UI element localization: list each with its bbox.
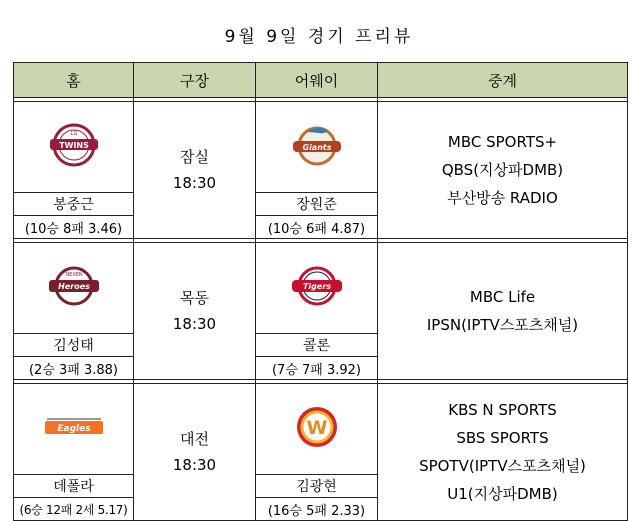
schedule-table <box>13 62 628 521</box>
lg-twins-logo <box>44 122 104 172</box>
game-row <box>14 102 628 193</box>
svg-text:Tigers: Tigers <box>302 282 331 291</box>
kia-tigers-logo <box>286 263 348 313</box>
broadcast-channel: KBS N SPORTS <box>448 401 557 419</box>
broadcast-channel: QBS(지상파DMB) <box>441 161 564 179</box>
broadcast-channel: 부산방송 RADIO <box>447 189 558 207</box>
nexen-heroes-logo <box>43 263 105 313</box>
broadcast-cell <box>378 102 628 239</box>
broadcast-channel: SBS SPORTS <box>456 429 549 447</box>
home-logo-cell <box>14 102 134 193</box>
away-pitcher: 콜론 <box>256 334 378 357</box>
broadcast-channel: SPOTV(IPTV스포츠채널) <box>419 457 586 475</box>
home-pitcher: 봉중근 <box>14 193 134 216</box>
svg-text:LG: LG <box>70 131 77 137</box>
broadcast-channel: IPSN(IPTV스포츠채널) <box>426 316 579 334</box>
home-pitcher: 데폴라 <box>14 475 134 498</box>
page-title: 9월 9일 경기 프리뷰 <box>224 27 414 47</box>
venue-name: 대전 <box>180 430 209 448</box>
svg-text:TWINS: TWINS <box>58 141 89 150</box>
home-logo-cell <box>14 243 134 334</box>
svg-text:Giants: Giants <box>302 143 331 152</box>
away-pitcher: 장원준 <box>256 193 378 216</box>
venue-cell <box>134 384 256 521</box>
broadcast-channel: U1(지상파DMB) <box>447 485 558 503</box>
header-row <box>14 63 628 98</box>
home-record: (2승 3패 3.88) <box>14 357 134 380</box>
header-broadcast: 중계 <box>378 63 628 98</box>
away-record: (10승 6패 4.87) <box>256 216 378 239</box>
header-venue: 구장 <box>134 63 256 98</box>
header-away: 어웨이 <box>256 63 378 98</box>
header-home: 홈 <box>14 63 134 98</box>
home-pitcher: 김성태 <box>14 334 134 357</box>
svg-text:W: W <box>306 417 327 439</box>
game-row <box>14 384 628 475</box>
broadcast-channel: MBC SPORTS+ <box>447 133 558 151</box>
venue-cell <box>134 243 256 380</box>
svg-text:Heroes: Heroes <box>57 282 90 291</box>
away-logo-cell <box>256 102 378 193</box>
away-record: (16승 5패 2.33) <box>256 498 378 521</box>
away-logo-cell <box>256 243 378 334</box>
venue-name: 목동 <box>180 289 209 307</box>
game-time: 18:30 <box>172 315 217 333</box>
ncsoft-w-logo <box>293 403 341 455</box>
venue-name: 잠실 <box>180 148 209 166</box>
away-pitcher: 김광현 <box>256 475 378 498</box>
venue-cell <box>134 102 256 239</box>
home-logo-cell <box>14 384 134 475</box>
game-time: 18:30 <box>172 174 217 192</box>
broadcast-cell <box>378 243 628 380</box>
away-record: (7승 7패 3.92) <box>256 357 378 380</box>
hanwha-eagles-logo <box>41 407 107 451</box>
away-logo-cell <box>256 384 378 475</box>
home-record: (6승 12패 2세 5.17) <box>14 498 134 521</box>
home-record: (10승 8패 3.46) <box>14 216 134 239</box>
game-row <box>14 243 628 334</box>
lotte-giants-logo <box>286 122 348 172</box>
game-time: 18:30 <box>172 456 217 474</box>
svg-text:NEXEN: NEXEN <box>64 272 83 278</box>
svg-text:Eagles: Eagles <box>56 424 91 434</box>
broadcast-channel: MBC Life <box>469 288 536 306</box>
broadcast-cell <box>378 384 628 521</box>
